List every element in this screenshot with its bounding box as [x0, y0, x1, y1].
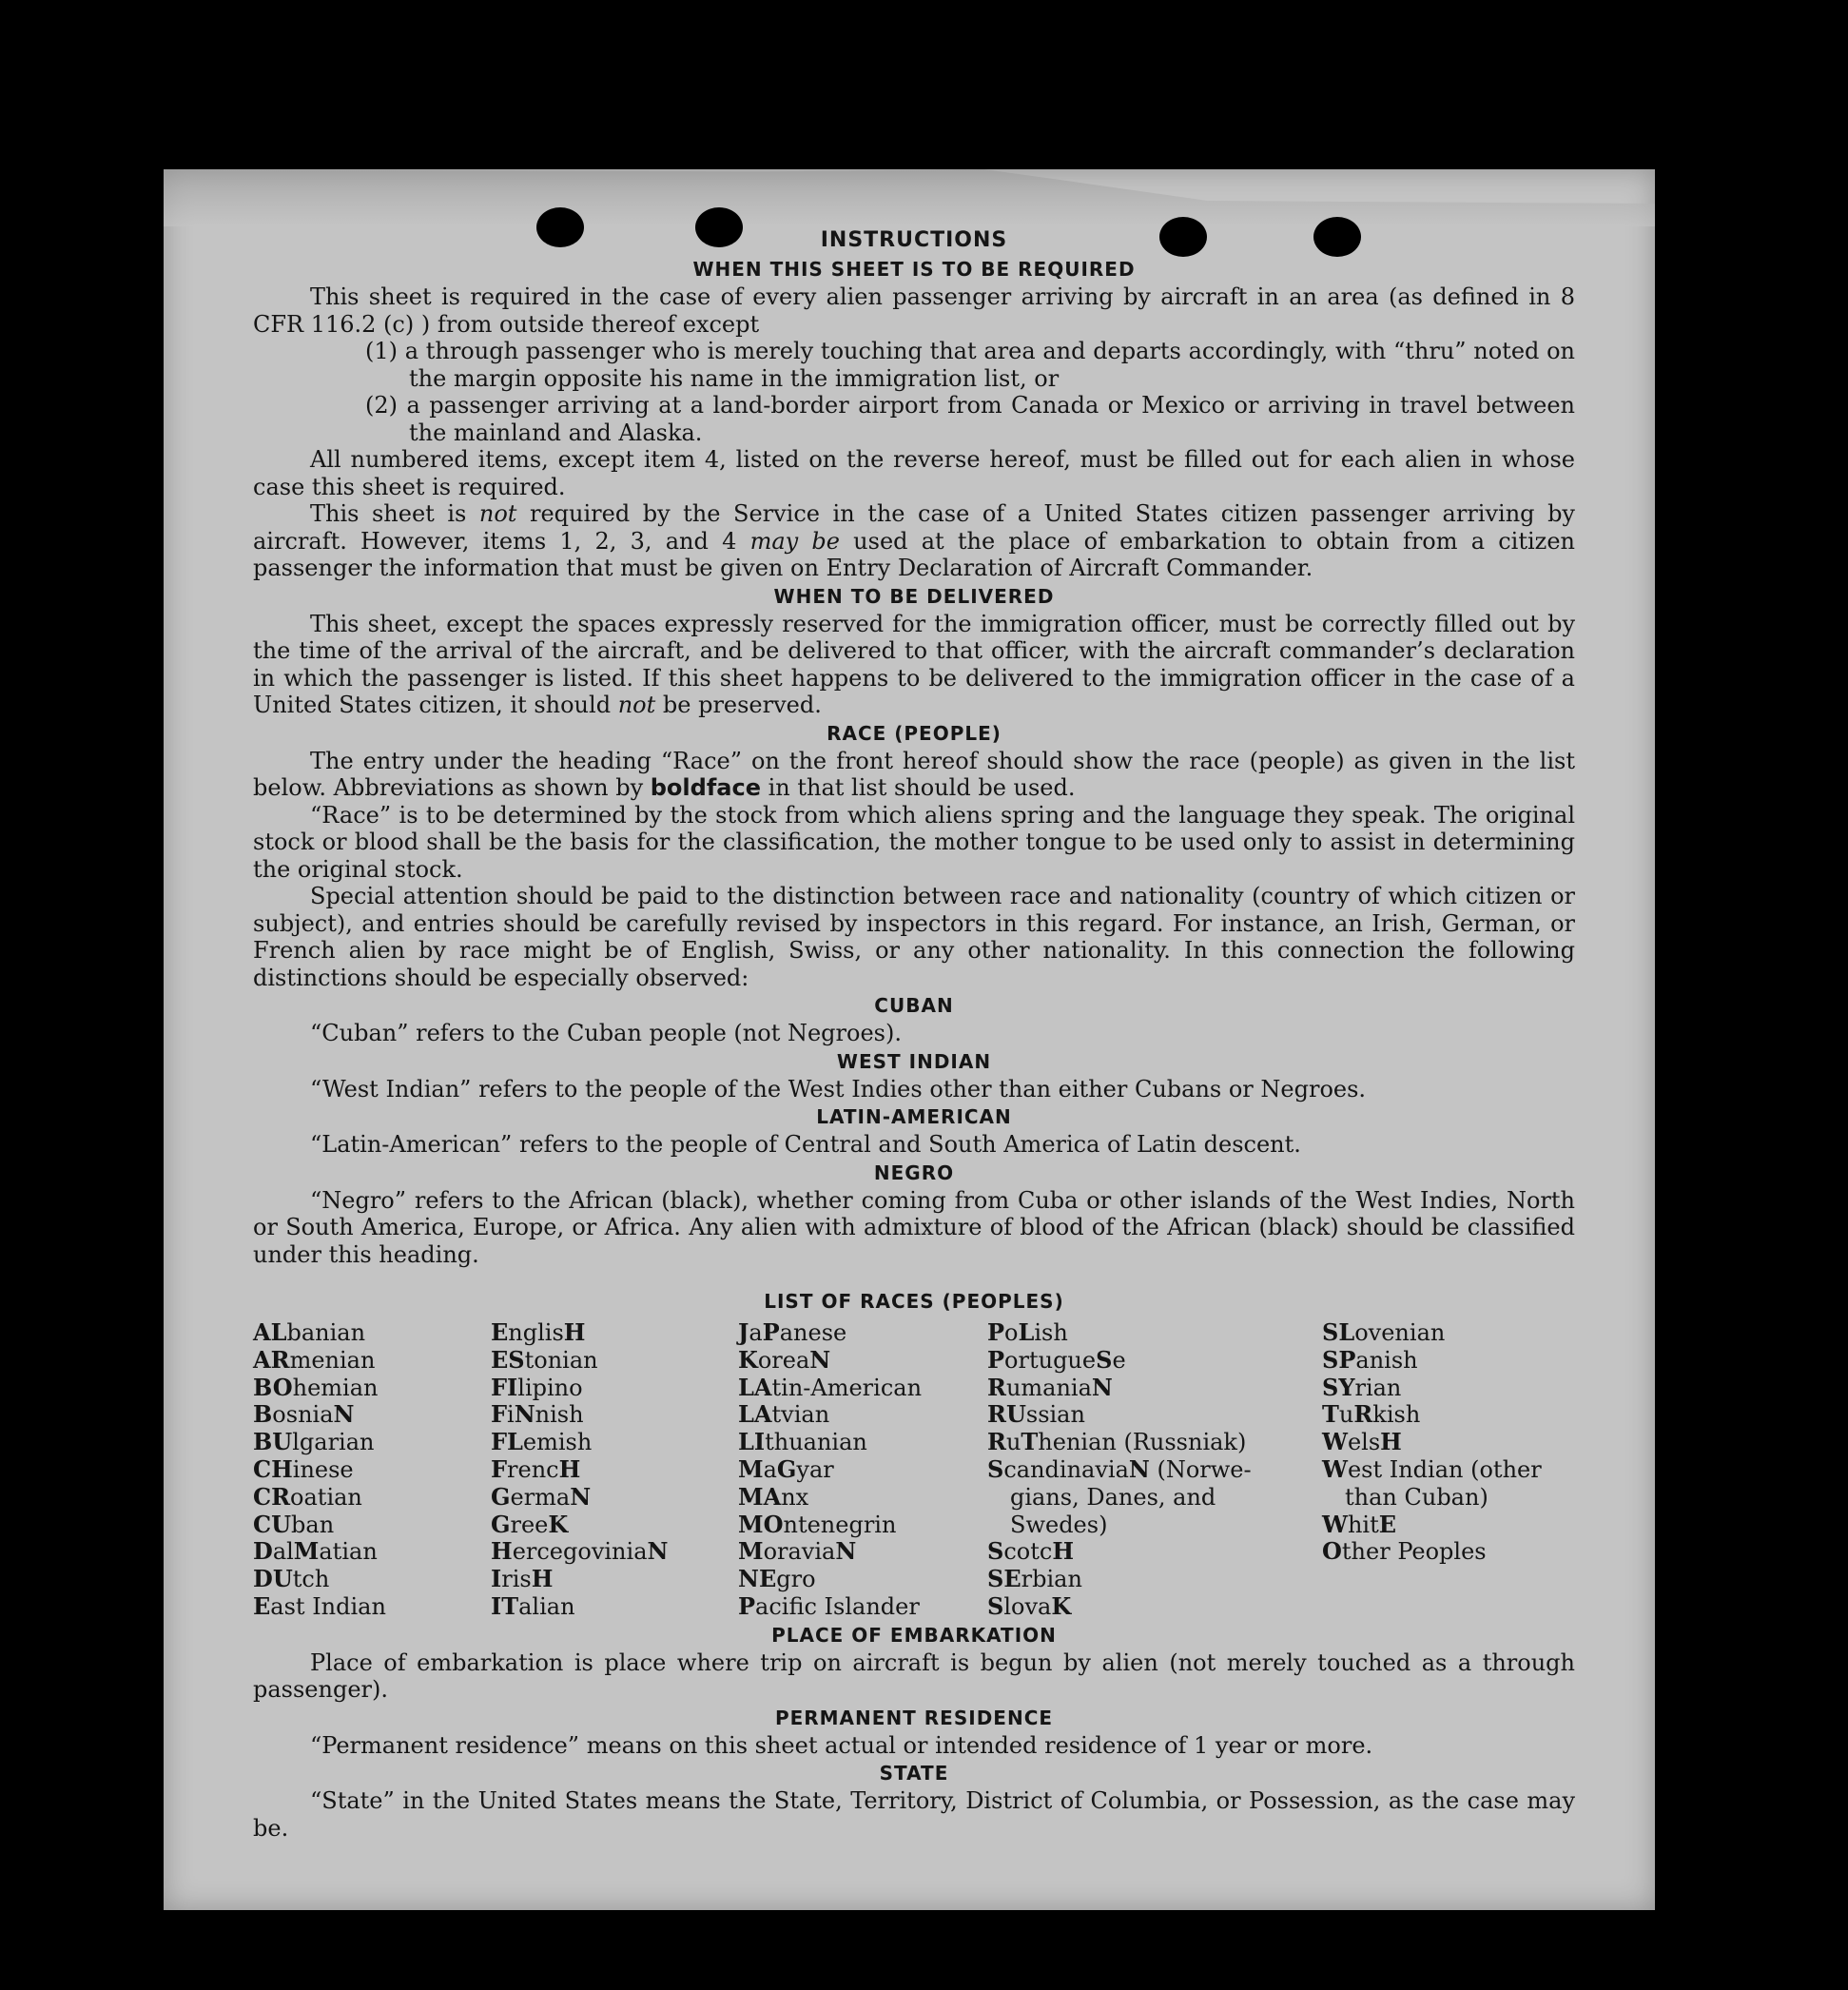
- section-heading-state: STATE: [879, 1762, 949, 1785]
- race-entry: PortugueSe: [987, 1345, 1126, 1374]
- race-entry: BUlgarian: [253, 1428, 375, 1456]
- paragraph: “Cuban” refers to the Cuban people (not Negroes).: [310, 1020, 902, 1046]
- race-entry: IrisH: [491, 1565, 554, 1593]
- race-entry: NEgro: [738, 1565, 816, 1593]
- race-entry: ITalian: [491, 1591, 575, 1620]
- race-entry: CHinese: [253, 1454, 354, 1483]
- section-heading-latin-american: LATIN-AMERICAN: [816, 1105, 1012, 1128]
- race-entry: KoreaN: [738, 1345, 831, 1374]
- race-entry: CUban: [253, 1510, 335, 1538]
- race-entry: ALbanian: [253, 1318, 366, 1346]
- race-entry: BosniaN: [253, 1400, 355, 1429]
- race-entry: RUssian: [987, 1400, 1085, 1429]
- races-column: [253, 1319, 491, 1621]
- race-entry: ARmenian: [253, 1345, 376, 1374]
- section-heading-required: WHEN THIS SHEET IS TO BE REQUIRED: [692, 258, 1136, 281]
- race-entry: FrencH: [491, 1454, 581, 1483]
- paragraph: “West Indian” refers to the people of the West Indies other than either Cubans or Negroes.: [310, 1075, 1367, 1102]
- race-entry: ScandinaviaN (Norwe-: [987, 1454, 1252, 1483]
- paragraph: All numbered items, except item 4, listed on the reverse hereof, must be filled out for each alien in whose case this sheet is required.: [253, 446, 1575, 500]
- section-heading-embarkation: PLACE OF EMBARKATION: [771, 1623, 1057, 1647]
- race-entry: LAtvian: [738, 1400, 830, 1429]
- race-entry: HercegoviniaN: [491, 1537, 669, 1566]
- paragraph: “Race” is to be determined by the stock from which aliens spring and the language they speak. The original stock or blood shall be the basis for the classification, the mother tongue to be used only to assist in determining the original stock.: [253, 801, 1575, 883]
- race-entry: ScotcH: [987, 1537, 1075, 1566]
- race-entry: West Indian (other: [1322, 1454, 1542, 1483]
- section-heading-delivered: WHEN TO BE DELIVERED: [773, 584, 1055, 608]
- race-entry: RumaniaN: [987, 1373, 1113, 1401]
- race-entry: RuThenian (Russniak): [987, 1428, 1247, 1456]
- exception-item-1: (1) a through passenger who is merely touching that area and departs accordingly, with “thru” noted on the margin opposite his name in the immigration list, or: [365, 338, 1575, 392]
- race-entry: FLemish: [491, 1428, 593, 1456]
- paragraph: This sheet, except the spaces expressly reserved for the immigration officer, must be correctly filled out by the time of the arrival of the aircraft, and be delivered to that officer, with the aircraft commander’s declaration in which the passenger is listed. If this sheet happens to be delivered to the immigration officer in the case of a United States citizen, it should not be preserved.: [253, 610, 1575, 718]
- race-entry: EnglisH: [491, 1318, 586, 1346]
- race-entry: BOhemian: [253, 1373, 379, 1401]
- race-entry: East Indian: [253, 1591, 386, 1620]
- paragraph: This sheet is not required by the Service in the case of a United States citizen passenger arriving by aircraft. However, items 1, 2, 3, and 4 may be used at the place of embarkation to obtain from a citizen passenger the information that must be given on Entry Declaration of Aircraft Commander.: [253, 500, 1575, 581]
- races-list: [253, 1319, 1575, 1621]
- section-heading-race: RACE (PEOPLE): [827, 721, 1002, 745]
- paragraph: “Negro” refers to the African (black), whether coming from Cuba or other islands of the West Indies, North or South America, Europe, or Africa. Any alien with admixture of blood of the African (black) should be classified under this heading.: [253, 1186, 1575, 1268]
- race-entry: LIthuanian: [738, 1428, 867, 1456]
- races-column: [1322, 1319, 1575, 1621]
- race-entry: Other Peoples: [1322, 1537, 1487, 1566]
- paragraph: “State” in the United States means the State, Territory, District of Columbia, or Possession, as the case may be.: [253, 1787, 1575, 1842]
- race-entry: SLovenian: [1322, 1318, 1446, 1346]
- section-heading-list-of-races: LIST OF RACES (PEOPLES): [764, 1290, 1064, 1313]
- page-title: INSTRUCTIONS: [820, 228, 1008, 252]
- race-entry: DUtch: [253, 1565, 330, 1593]
- section-heading-negro: NEGRO: [873, 1161, 955, 1184]
- race-entry: MOntenegrin: [738, 1510, 897, 1538]
- race-entry: MoraviaN: [738, 1537, 857, 1566]
- races-column: [738, 1319, 987, 1621]
- race-entry: SYrian: [1322, 1373, 1402, 1401]
- race-entry: MaGyar: [738, 1454, 834, 1483]
- section-heading-west-indian: WEST INDIAN: [836, 1049, 992, 1073]
- race-entry: LAtin-American: [738, 1373, 923, 1401]
- race-entry: CRoatian: [253, 1482, 362, 1511]
- races-column: [491, 1319, 738, 1621]
- race-entry: gians, Danes, and: [1010, 1483, 1216, 1511]
- section-heading-residence: PERMANENT RESIDENCE: [774, 1706, 1054, 1729]
- race-entry: than Cuban): [1345, 1483, 1488, 1511]
- race-entry: WhitE: [1322, 1510, 1397, 1538]
- paragraph: Special attention should be paid to the distinction between race and nationality (country of which citizen or subject), and entries should be carefully revised by inspectors in this regard. For instance, an Irish, German, or French alien by race might be of English, Swiss, or any other nationality. In this connection the following distinctions should be especially observed:: [253, 883, 1575, 991]
- race-entry: SlovaK: [987, 1591, 1072, 1620]
- race-entry: SPanish: [1322, 1345, 1418, 1374]
- instructions-content: [253, 226, 1575, 1842]
- section-heading-cuban: CUBAN: [874, 994, 954, 1017]
- paragraph: “Latin-American” refers to the people of Central and South America of Latin descent.: [310, 1131, 1301, 1158]
- race-entry: GreeK: [491, 1510, 569, 1538]
- race-entry: Pacific Islander: [738, 1591, 920, 1620]
- race-entry: FiNnish: [491, 1400, 584, 1429]
- race-entry: DalMatian: [253, 1537, 378, 1566]
- race-entry: EStonian: [491, 1345, 598, 1374]
- race-entry: WelsH: [1322, 1428, 1402, 1456]
- race-entry: PoLish: [987, 1318, 1068, 1346]
- race-entry: JaPanese: [738, 1318, 847, 1346]
- race-entry: SErbian: [987, 1565, 1082, 1593]
- race-entry: TuRkish: [1322, 1400, 1421, 1429]
- paragraph: “Permanent residence” means on this sheet actual or intended residence of 1 year or more.: [310, 1731, 1373, 1759]
- race-entry: Swedes): [1010, 1511, 1108, 1538]
- paragraph: The entry under the heading “Race” on the front hereof should show the race (people) as given in the list below. Abbreviations as shown by boldface in that list should be used.: [253, 747, 1575, 801]
- paragraph: This sheet is required in the case of every alien passenger arriving by aircraft in an area (as defined in 8 CFR 116.2 (c) ) from outside thereof except: [253, 283, 1575, 338]
- paragraph: Place of embarkation is place where trip on aircraft is begun by alien (not merely touched as a through passenger).: [253, 1649, 1575, 1704]
- race-entry: MAnx: [738, 1482, 809, 1511]
- race-entry: FIlipino: [491, 1373, 583, 1401]
- exception-item-2: (2) a passenger arriving at a land-border airport from Canada or Mexico or arriving in travel between the mainland and Alaska.: [365, 392, 1575, 446]
- races-column: [987, 1319, 1322, 1621]
- race-entry: GermaN: [491, 1482, 592, 1511]
